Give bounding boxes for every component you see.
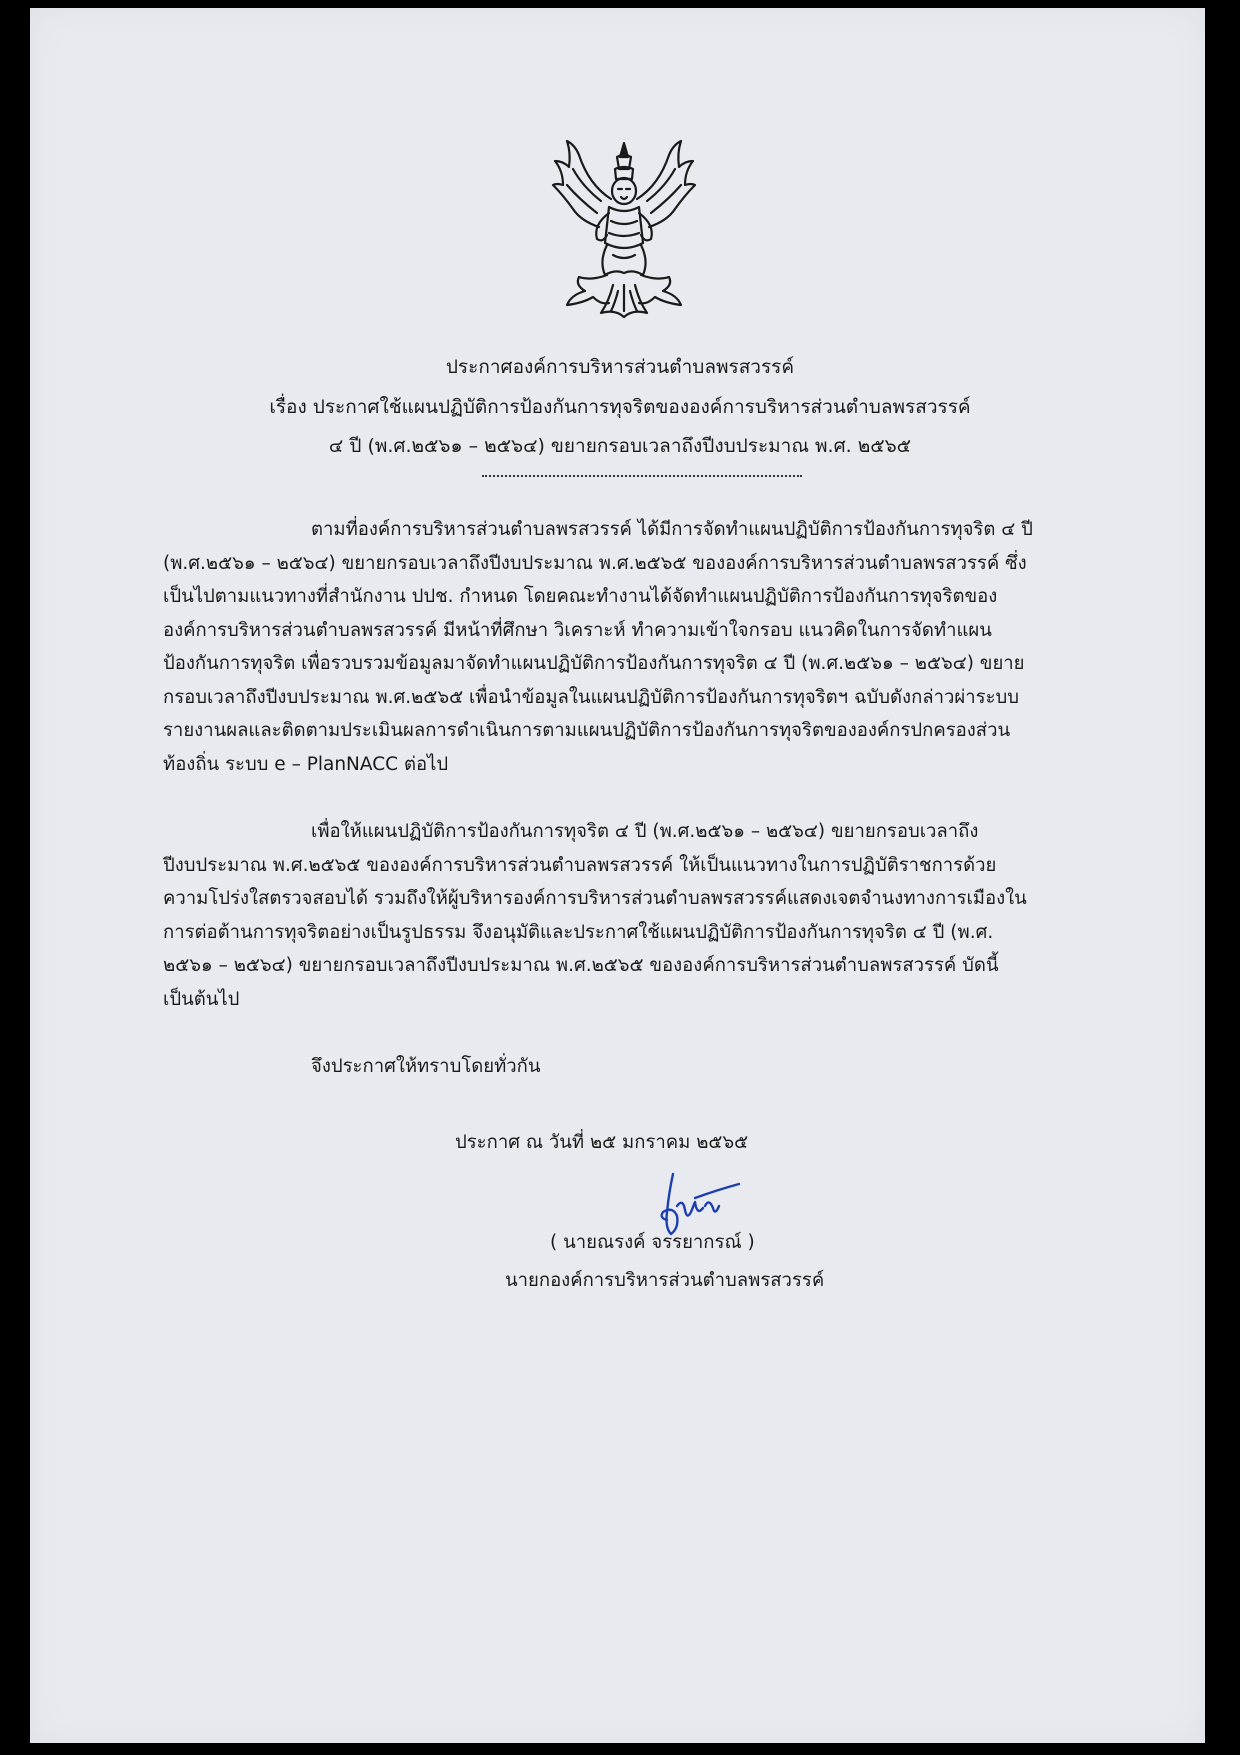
paragraph-line: รายงานผลและติดตามประเมินผลการดำเนินการตามแผนปฏิบัติการป้องกันการทุจริตขององค์กรปกครองส่วน (163, 720, 1011, 741)
paragraph-line: เป็นต้นไป (163, 988, 240, 1010)
paragraph-line: องค์การบริหารส่วนตำบลพรสวรรค์ มีหน้าที่ศึกษา วิเคราะห์ ทำความเข้าใจกรอบ แนวคิดในการจัดทำแผน (163, 619, 992, 641)
closing-statement: จึงประกาศให้ทราบโดยทั่วกัน (311, 1056, 541, 1077)
paragraph-line: (พ.ศ.๒๕๖๑ – ๒๕๖๔) ขยายกรอบเวลาถึงปีงบประมาณ พ.ศ.๒๕๖๕ ขององค์การบริหารส่วนตำบลพรสวรรค์ ซึ่ง (163, 552, 1027, 574)
paragraph-line: ปีงบประมาณ พ.ศ.๒๕๖๕ ขององค์การบริหารส่วนตำบลพรสวรรค์ ให้เป็นแนวทางในการปฏิบัติราชการด้วย (163, 854, 997, 876)
subject-line-2: ๔ ปี (พ.ศ.๒๕๖๑ – ๒๕๖๔) ขยายกรอบเวลาถึงปีงบประมาณ พ.ศ. ๒๕๖๕ (328, 435, 912, 457)
paragraph-1 (163, 513, 1118, 781)
agency-heading: ประกาศองค์การบริหารส่วนตำบลพรสวรรค์ (445, 356, 795, 378)
paragraph-line: เพื่อให้แผนปฏิบัติการป้องกันการทุจริต ๔ ปี (พ.ศ.๒๕๖๑ – ๒๕๖๔) ขยายกรอบเวลาถึง (311, 821, 979, 842)
paragraph-line: ๒๕๖๑ – ๒๕๖๔) ขยายกรอบเวลาถึงปีงบประมาณ พ.ศ.๒๕๖๕ ขององค์การบริหารส่วนตำบลพรสวรรค์ บัดนี้ (163, 955, 999, 976)
paragraph-2 (163, 815, 1118, 1016)
announcement-date: ประกาศ ณ วันที่ ๒๕ มกราคม ๒๕๖๕ (455, 1132, 749, 1153)
paragraph-line: การต่อต้านการทุจริตอย่างเป็นรูปธรรม จึงอนุมัติและประกาศใช้แผนปฏิบัติการป้องกันการทุจริต ๔ ปี (พ.ศ. (163, 921, 994, 943)
paragraph-line: ป้องกันการทุจริต เพื่อรวบรวมข้อมูลมาจัดทำแผนปฏิบัติการป้องกันการทุจริต ๔ ปี (พ.ศ.๒๕๖๑ – ๒๕๖๔) ขยาย (163, 653, 1025, 674)
paragraph-line: ตามที่องค์การบริหารส่วนตำบลพรสวรรค์ ได้มีการจัดทำแผนปฏิบัติการป้องกันการทุจริต ๔ ปี (311, 519, 1033, 540)
garuda-emblem-icon (549, 135, 699, 320)
subject-line-1: เรื่อง ประกาศใช้แผนปฏิบัติการป้องกันการทุจริตขององค์การบริหารส่วนตำบลพรสวรรค์ (269, 396, 971, 418)
signer-title: นายกองค์การบริหารส่วนตำบลพรสวรรค์ (505, 1270, 825, 1291)
paragraph-line: เป็นไปตามแนวทางที่สำนักงาน ปปช. กำหนด โดยคณะทำงานได้จัดทำแผนปฏิบัติการป้องกันการทุจริตของ (163, 586, 998, 607)
paragraph-line: ความโปร่งใสตรวจสอบได้ รวมถึงให้ผู้บริหารองค์การบริหารส่วนตำบลพรสวรรค์แสดงเจตจำนงทางการเมืองใน (163, 888, 1027, 909)
dotted-divider (482, 475, 802, 477)
paragraph-line: กรอบเวลาถึงปีงบประมาณ พ.ศ.๒๕๖๕ เพื่อนำข้อมูลในแผนปฏิบัติการป้องกันการทุจริตฯ ฉบับดังกล่าวผ่าระบบ (163, 686, 1019, 708)
paragraph-line: ท้องถิ่น ระบบ e – PlanNACC ต่อไป (163, 753, 449, 775)
signer-name: ( นายณรงค์ จรรยากรณ์ ) (550, 1232, 755, 1253)
